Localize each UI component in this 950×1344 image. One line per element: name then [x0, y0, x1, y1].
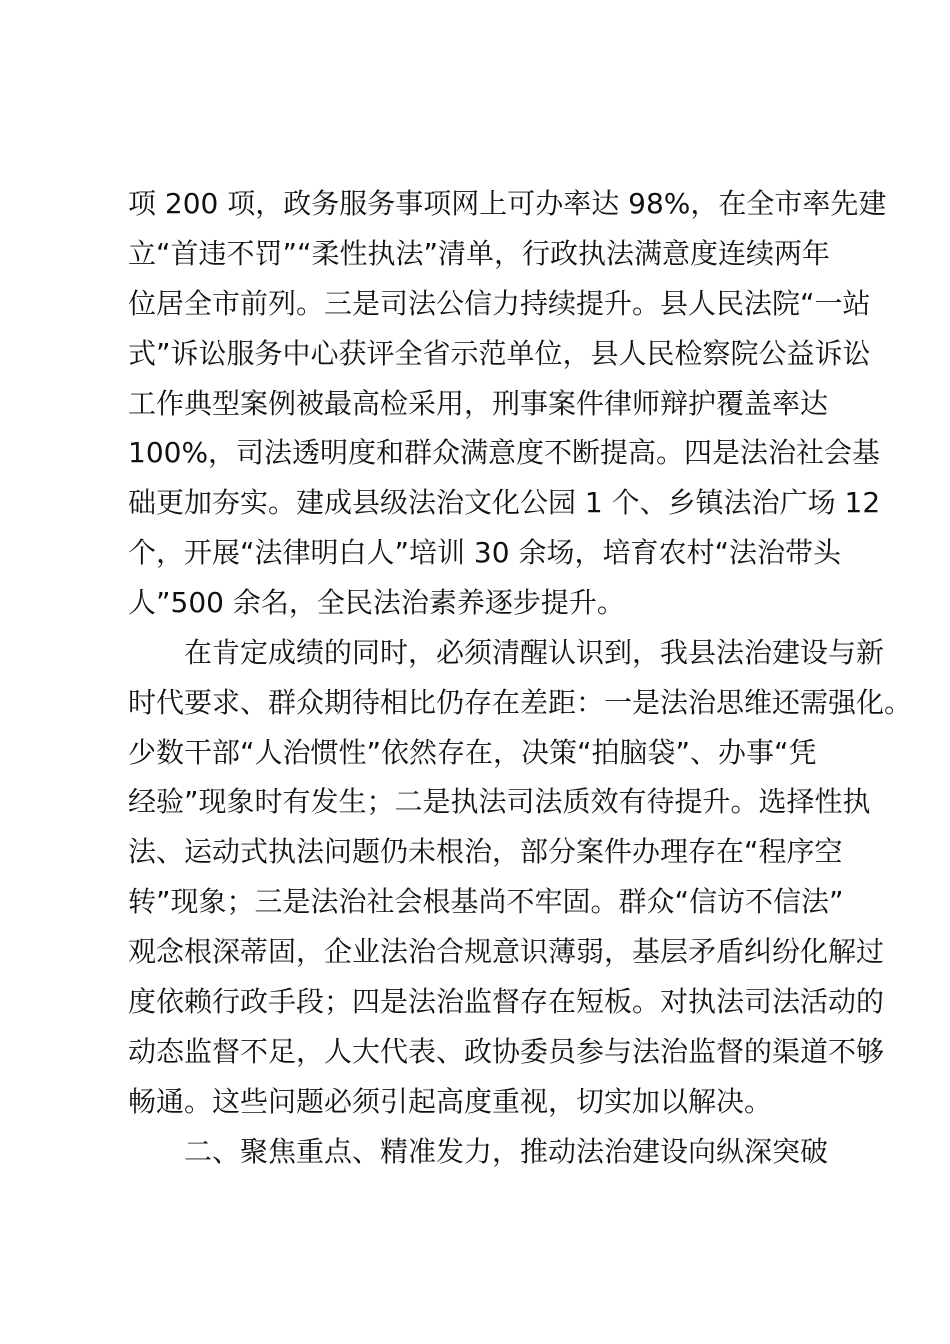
- text-line: 人”500 余名，全民法治素养逐步提升。: [128, 586, 625, 619]
- text-line: 础更加夯实。建成县级法治文化公园 1 个、乡镇法治广场 12: [128, 486, 881, 519]
- text-line: 100%，司法透明度和群众满意度不断提高。四是法治社会基: [128, 436, 881, 469]
- text-line: 度依赖行政手段；四是法治监督存在短板。对执法司法活动的: [128, 985, 885, 1018]
- text-line: 转”现象；三是法治社会根基尚不牢固。群众“信访不信法”: [128, 885, 844, 918]
- text-line: 畅通。这些问题必须引起高度重视，切实加以解决。: [128, 1085, 773, 1118]
- text-line: 位居全市前列。三是司法公信力持续提升。县人民法院“一站: [128, 287, 871, 320]
- text-line: 立“首违不罚”“柔性执法”清单，行政执法满意度连续两年: [128, 237, 831, 270]
- text-line: 少数干部“人治惯性”依然存在，决策“拍脑袋”、办事“凭: [128, 736, 817, 769]
- text-line: 经验”现象时有发生；二是执法司法质效有待提升。选择性执: [128, 785, 871, 818]
- text-line: 法、运动式执法问题仍未根治，部分案件办理存在“程序空: [128, 835, 843, 868]
- text-line: 观念根深蒂固，企业法治合规意识薄弱，基层矛盾纠纷化解过: [128, 935, 885, 968]
- text-line: 式”诉讼服务中心获评全省示范单位，县人民检察院公益诉讼: [128, 337, 871, 370]
- text-line: 在肯定成绩的同时，必须清醒认识到，我县法治建设与新: [184, 636, 885, 669]
- text-line: 时代要求、群众期待相比仍存在差距：一是法治思维还需强化。: [128, 686, 913, 719]
- text-line: 个，开展“法律明白人”培训 30 余场，培育农村“法治带头: [128, 536, 841, 569]
- section-heading: 二、聚焦重点、精准发力，推动法治建设向纵深突破: [184, 1135, 829, 1168]
- text-line: 项 200 项，政务服务事项网上可办率达 98%，在全市率先建: [128, 187, 887, 220]
- text-line: 动态监督不足，人大代表、政协委员参与法治监督的渠道不够: [128, 1035, 885, 1068]
- text-line: 工作典型案例被最高检采用，刑事案件律师辩护覆盖率达: [128, 387, 829, 420]
